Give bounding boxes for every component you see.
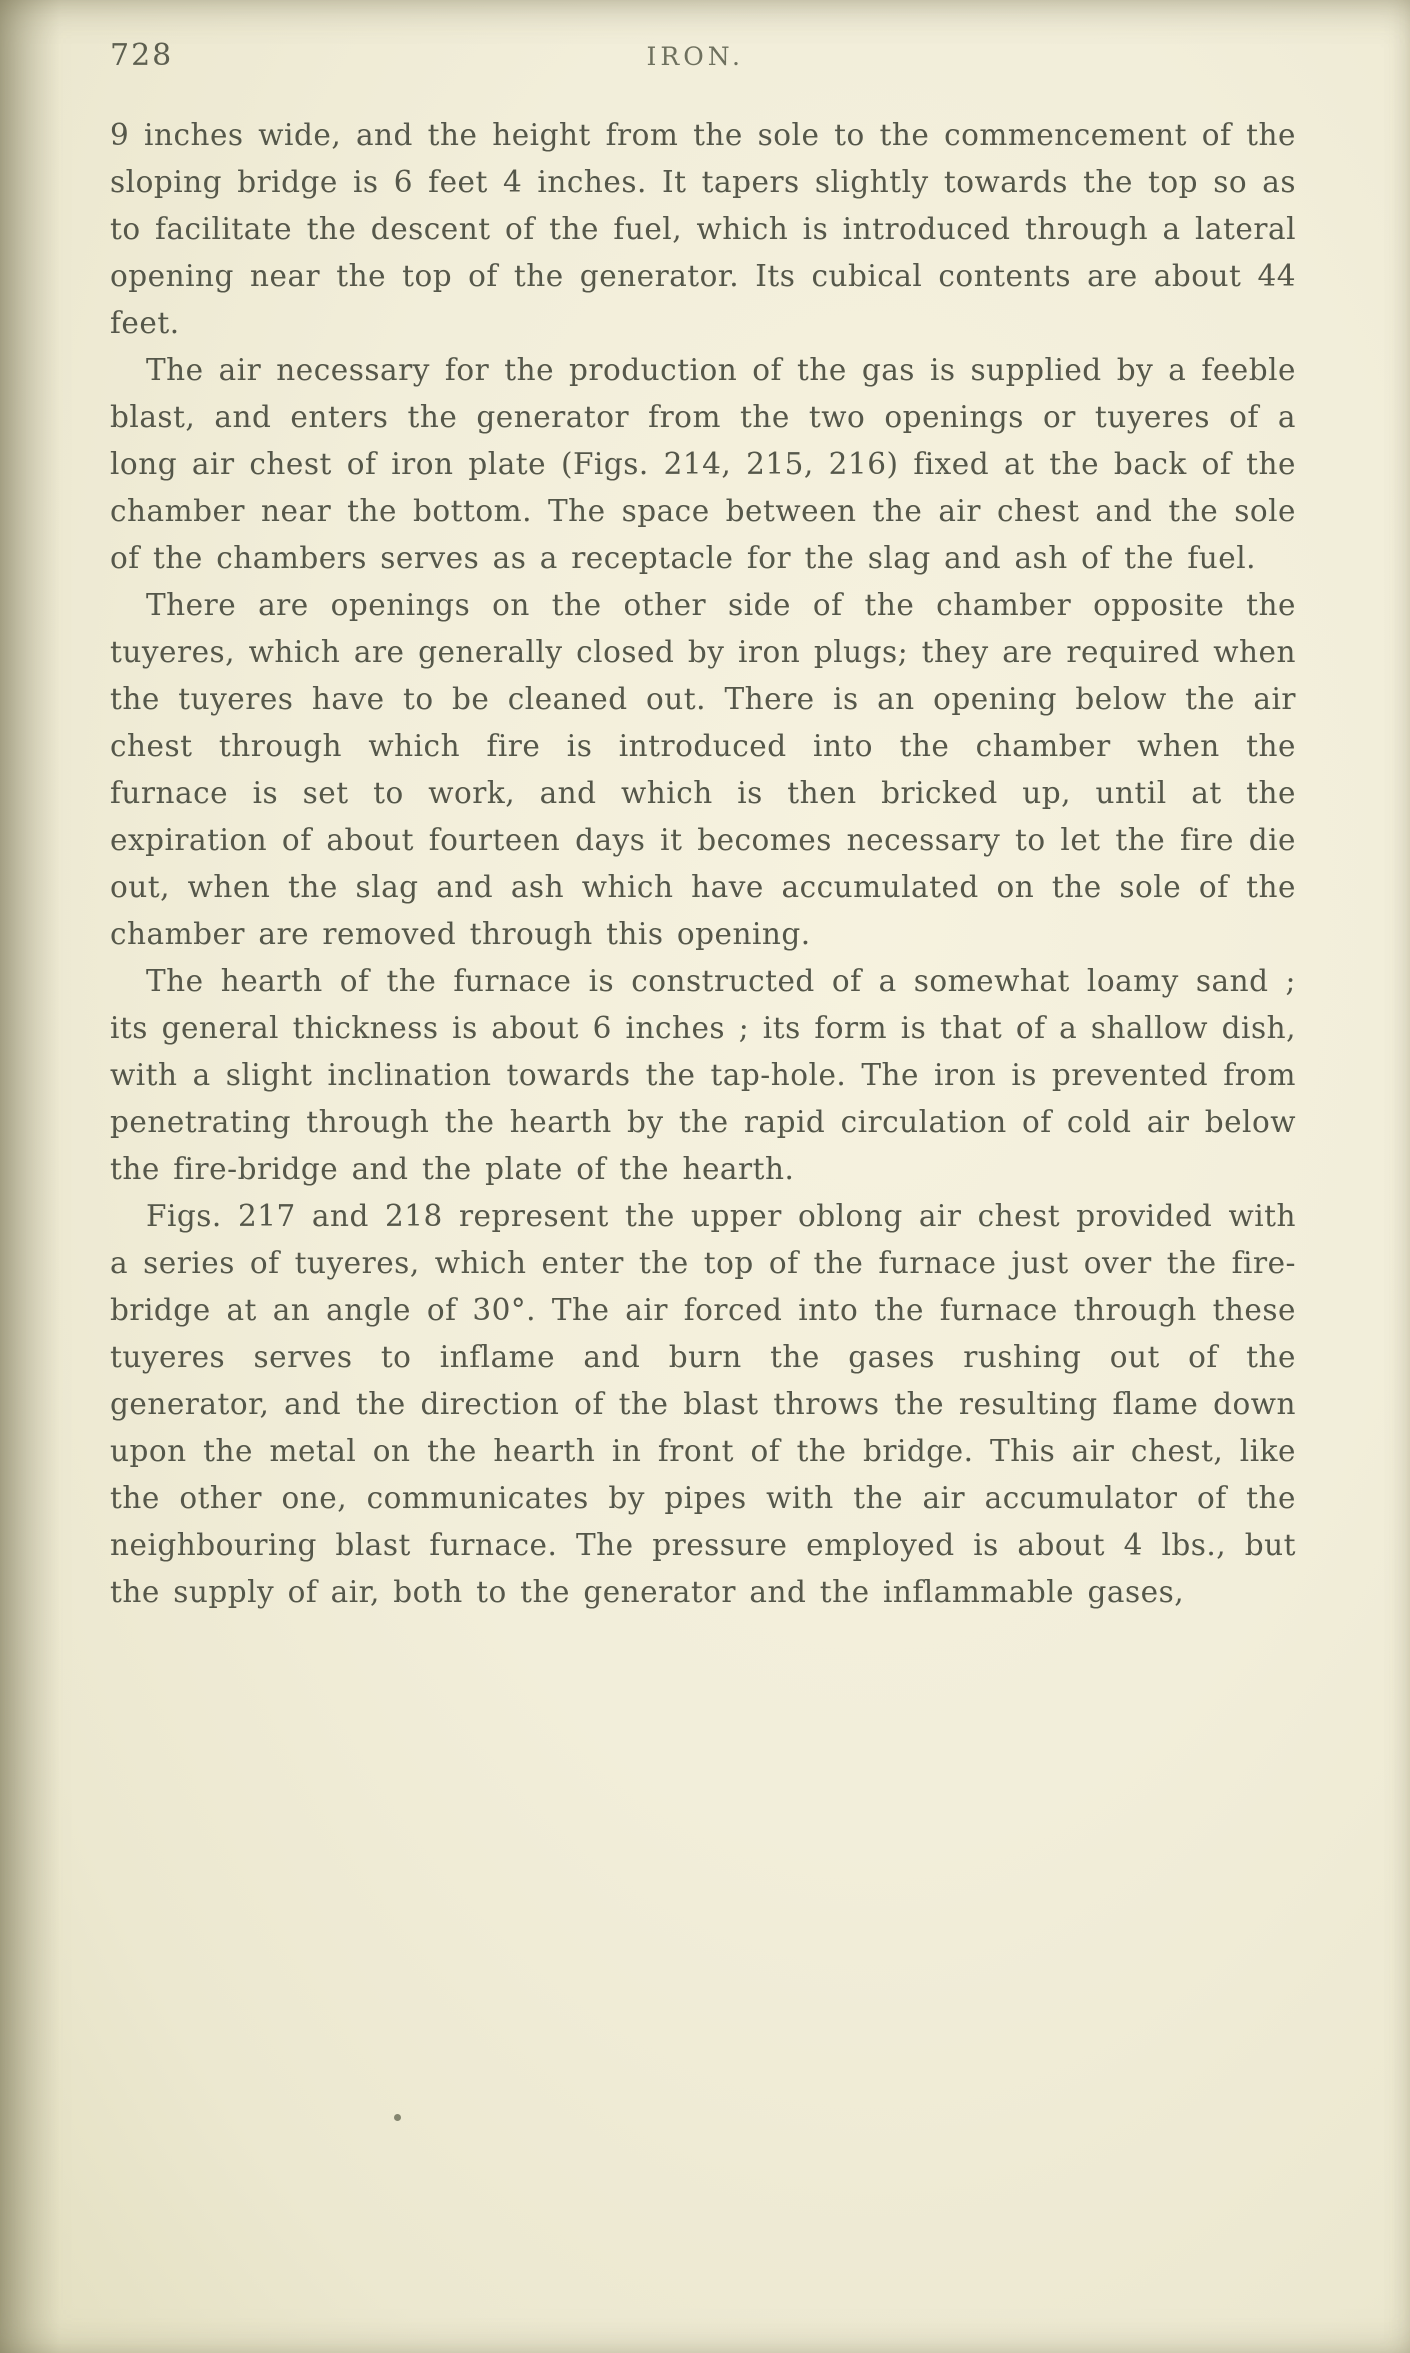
page-header <box>110 38 1296 84</box>
paragraph: There are openings on the other side of the chamber opposite the tuyeres, which are generally closed by iron plugs; they are required when the tuyeres have to be cleaned out. There is an opening below the air chest through which fire is introduced into the chamber when the furnace is set to work, and which is then bricked up, until at the expiration of about fourteen days it becomes necessary to let the fire die out, when the slag and ash which have accumulated on the sole of the chamber are removed through this opening. <box>110 588 1296 951</box>
paragraph: Figs. 217 and 218 represent the upper oblong air chest provided with a series of tuyeres, which enter the top of the furnace just over the fire-bridge at an angle of 30°. The air forced into the furnace through these tuyeres serves to inflame and burn the gases rushing out of the generator, and the direction of the blast throws the resulting flame down upon the metal on the hearth in front of the bridge. This air chest, like the other one, communicates by pipes with the air accumulator of the neighbouring blast furnace. The pressure employed is about 4 lbs., but the supply of air, both to the generator and the inflammable gases, <box>110 1199 1296 1609</box>
page-gutter-shadow <box>0 0 60 2353</box>
page-number: 728 <box>110 38 174 73</box>
page-body <box>110 112 1296 1616</box>
running-head: IRON. <box>646 42 744 71</box>
ink-speck <box>394 2114 401 2121</box>
paragraph: The hearth of the furnace is constructed of a somewhat loamy sand ; its general thickness is about 6 inches ; its form is that of a shallow dish, with a slight inclination towards the tap-hole. The iron is prevented from penetrating through the hearth by the rapid circulation of cold air below the fire-bridge and the plate of the hearth. <box>110 964 1296 1186</box>
paragraph: The air necessary for the production of the gas is supplied by a feeble blast, and enters the generator from the two openings or tuyeres of a long air chest of iron plate (Figs. 214, 215, 216) fixed at the back of the chamber near the bottom. The space between the air chest and the sole of the chambers serves as a receptacle for the slag and ash of the fuel. <box>110 353 1296 575</box>
paragraph: 9 inches wide, and the height from the sole to the commencement of the sloping bridge is 6 feet 4 inches. It tapers slightly towards the top so as to facilitate the descent of the fuel, which is introduced through a lateral opening near the top of the generator. Its cubical contents are about 44 feet. <box>110 118 1296 340</box>
